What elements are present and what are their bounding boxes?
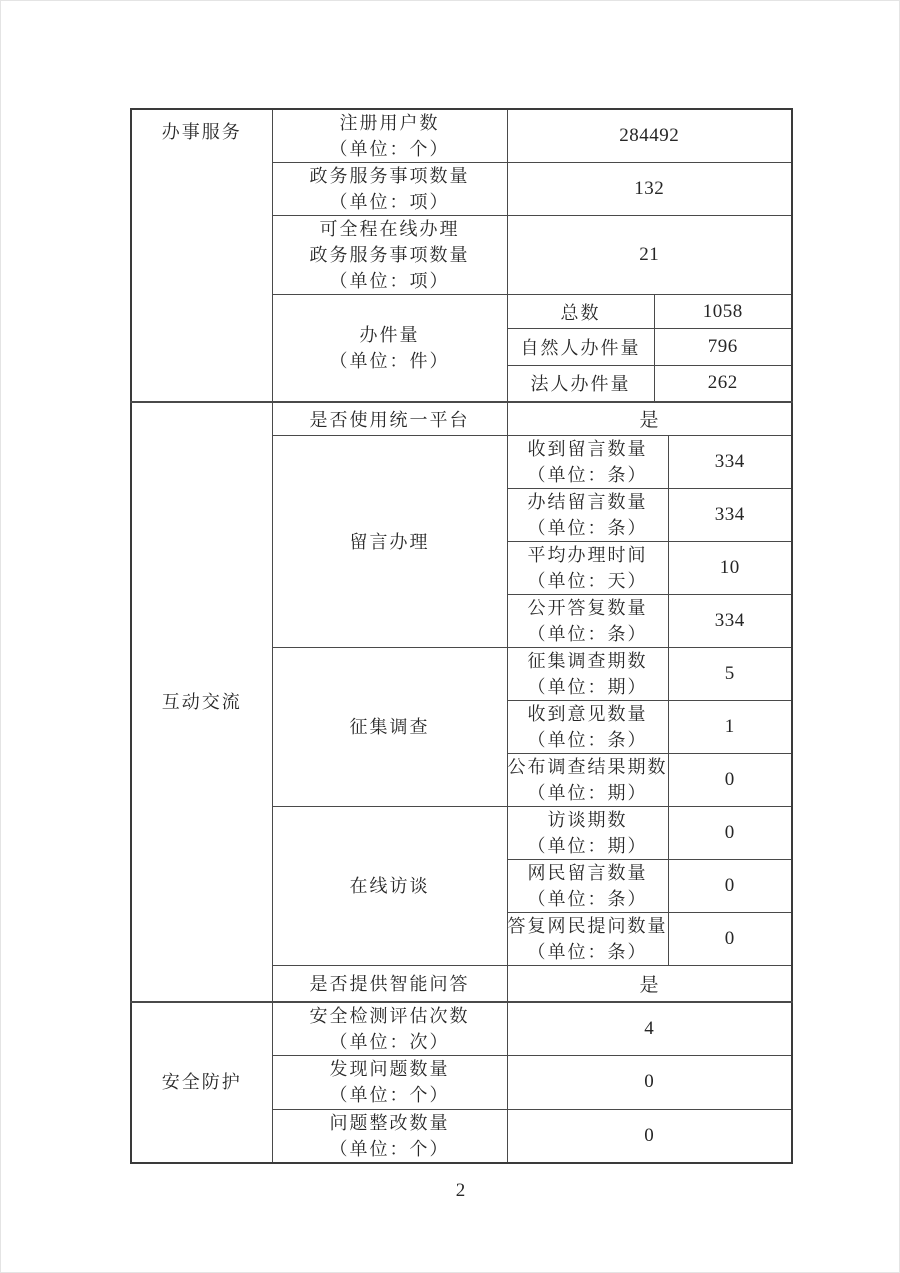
messages-received-unit: （单位：条） (527, 465, 648, 485)
online-full-process-unit: （单位：项） (329, 271, 450, 291)
cell-survey-opinions (507, 701, 668, 754)
case-volume-legal-value: 262 (654, 366, 792, 402)
survey-opinions-label: 收到意见数量 (527, 704, 648, 724)
survey-periods-unit: （单位：期） (527, 677, 648, 697)
group-cell-service (131, 109, 272, 402)
cell-public-replies (507, 595, 668, 648)
group-cell-security (131, 1002, 272, 1164)
messages-completed-unit: （单位：条） (527, 518, 648, 538)
assessments-unit: （单位：次） (329, 1031, 450, 1052)
service-items-unit: （单位：项） (329, 192, 450, 212)
group-cell-interaction (131, 402, 272, 1002)
messages-received-value: 334 (668, 436, 792, 489)
registered-users-value: 284492 (507, 109, 792, 163)
interview-replies-label: 答复网民提问数量 (507, 916, 668, 936)
interview-replies-value: 0 (668, 913, 792, 966)
smart-qa-value: 是 (507, 966, 792, 1002)
assessments-value: 4 (507, 1002, 792, 1056)
cell-problems-fixed (272, 1109, 507, 1163)
group-label-service: 办事服务 (161, 122, 242, 142)
cell-online-full-process (272, 216, 507, 295)
interview-replies-unit: （单位：条） (527, 942, 648, 962)
public-replies-value: 334 (668, 595, 792, 648)
survey-periods-value: 5 (668, 648, 792, 701)
registered-users-label: 注册用户数 (339, 113, 440, 133)
online-full-process-label-1: 可全程在线办理 (319, 219, 460, 239)
messages-completed-value: 334 (668, 489, 792, 542)
problems-found-unit: （单位：个） (329, 1085, 450, 1105)
unified-platform-value: 是 (507, 402, 792, 436)
cell-survey (272, 648, 507, 807)
interview-periods-unit: （单位：期） (527, 836, 648, 856)
public-replies-label: 公开答复数量 (527, 598, 648, 618)
cell-interview-periods (507, 807, 668, 860)
interview-periods-label: 访谈期数 (547, 810, 628, 830)
messages-received-label: 收到留言数量 (527, 439, 648, 459)
registered-users-unit: （单位：个） (329, 139, 450, 159)
report-table (130, 108, 793, 1164)
survey-periods-label: 征集调查期数 (527, 651, 648, 671)
case-volume-legal-label: 法人办件量 (507, 366, 654, 402)
cell-registered-users (272, 109, 507, 163)
survey-results-unit: （单位：期） (527, 783, 648, 803)
interview-messages-value: 0 (668, 860, 792, 913)
smart-qa-label: 是否提供智能问答 (272, 966, 507, 1002)
group-label-security: 安全防护 (161, 1072, 242, 1093)
interview-messages-label: 网民留言数量 (527, 863, 648, 883)
service-items-label: 政务服务事项数量 (309, 166, 470, 186)
interview-periods-value: 0 (668, 807, 792, 860)
cell-message-handling (272, 436, 507, 648)
cell-assessments (272, 1002, 507, 1056)
group-label-interaction: 互动交流 (161, 691, 242, 712)
cell-problems-found (272, 1055, 507, 1109)
problems-fixed-unit: （单位：个） (329, 1138, 450, 1159)
avg-handling-time-value: 10 (668, 542, 792, 595)
avg-handling-time-unit: （单位：天） (527, 571, 648, 591)
case-volume-unit: （单位：件） (329, 350, 450, 371)
cell-interview (272, 807, 507, 966)
messages-completed-label: 办结留言数量 (527, 492, 648, 512)
online-full-process-value: 21 (507, 216, 792, 295)
cell-survey-results (507, 754, 668, 807)
case-volume-natural-value: 796 (654, 329, 792, 366)
avg-handling-time-label: 平均办理时间 (527, 545, 648, 565)
survey-opinions-unit: （单位：条） (527, 730, 648, 750)
case-volume-total-label: 总数 (507, 295, 654, 329)
problems-found-value: 0 (507, 1055, 792, 1109)
assessments-label: 安全检测评估次数 (309, 1005, 470, 1026)
page-number: 2 (455, 1180, 466, 1201)
case-volume-total-value: 1058 (654, 295, 792, 329)
unified-platform-label: 是否使用统一平台 (272, 402, 507, 436)
survey-label: 征集调查 (349, 717, 430, 737)
cell-messages-received (507, 436, 668, 489)
cell-case-volume (272, 295, 507, 402)
public-replies-unit: （单位：条） (527, 624, 648, 644)
case-volume-natural-label: 自然人办件量 (507, 329, 654, 366)
problems-fixed-value: 0 (507, 1109, 792, 1163)
survey-opinions-value: 1 (668, 701, 792, 754)
survey-results-label: 公布调查结果期数 (507, 757, 668, 777)
case-volume-label: 办件量 (359, 324, 420, 345)
problems-found-label: 发现问题数量 (329, 1059, 450, 1079)
survey-results-value: 0 (668, 754, 792, 807)
service-items-value: 132 (507, 163, 792, 216)
message-handling-label: 留言办理 (349, 531, 430, 552)
cell-interview-messages (507, 860, 668, 913)
cell-survey-periods (507, 648, 668, 701)
cell-messages-completed (507, 489, 668, 542)
problems-fixed-label: 问题整改数量 (329, 1112, 450, 1133)
online-full-process-label-2: 政务服务事项数量 (309, 245, 470, 265)
cell-service-items (272, 163, 507, 216)
cell-avg-handling-time (507, 542, 668, 595)
cell-interview-replies (507, 913, 668, 966)
interview-messages-unit: （单位：条） (527, 889, 648, 909)
interview-label: 在线访谈 (349, 876, 430, 896)
